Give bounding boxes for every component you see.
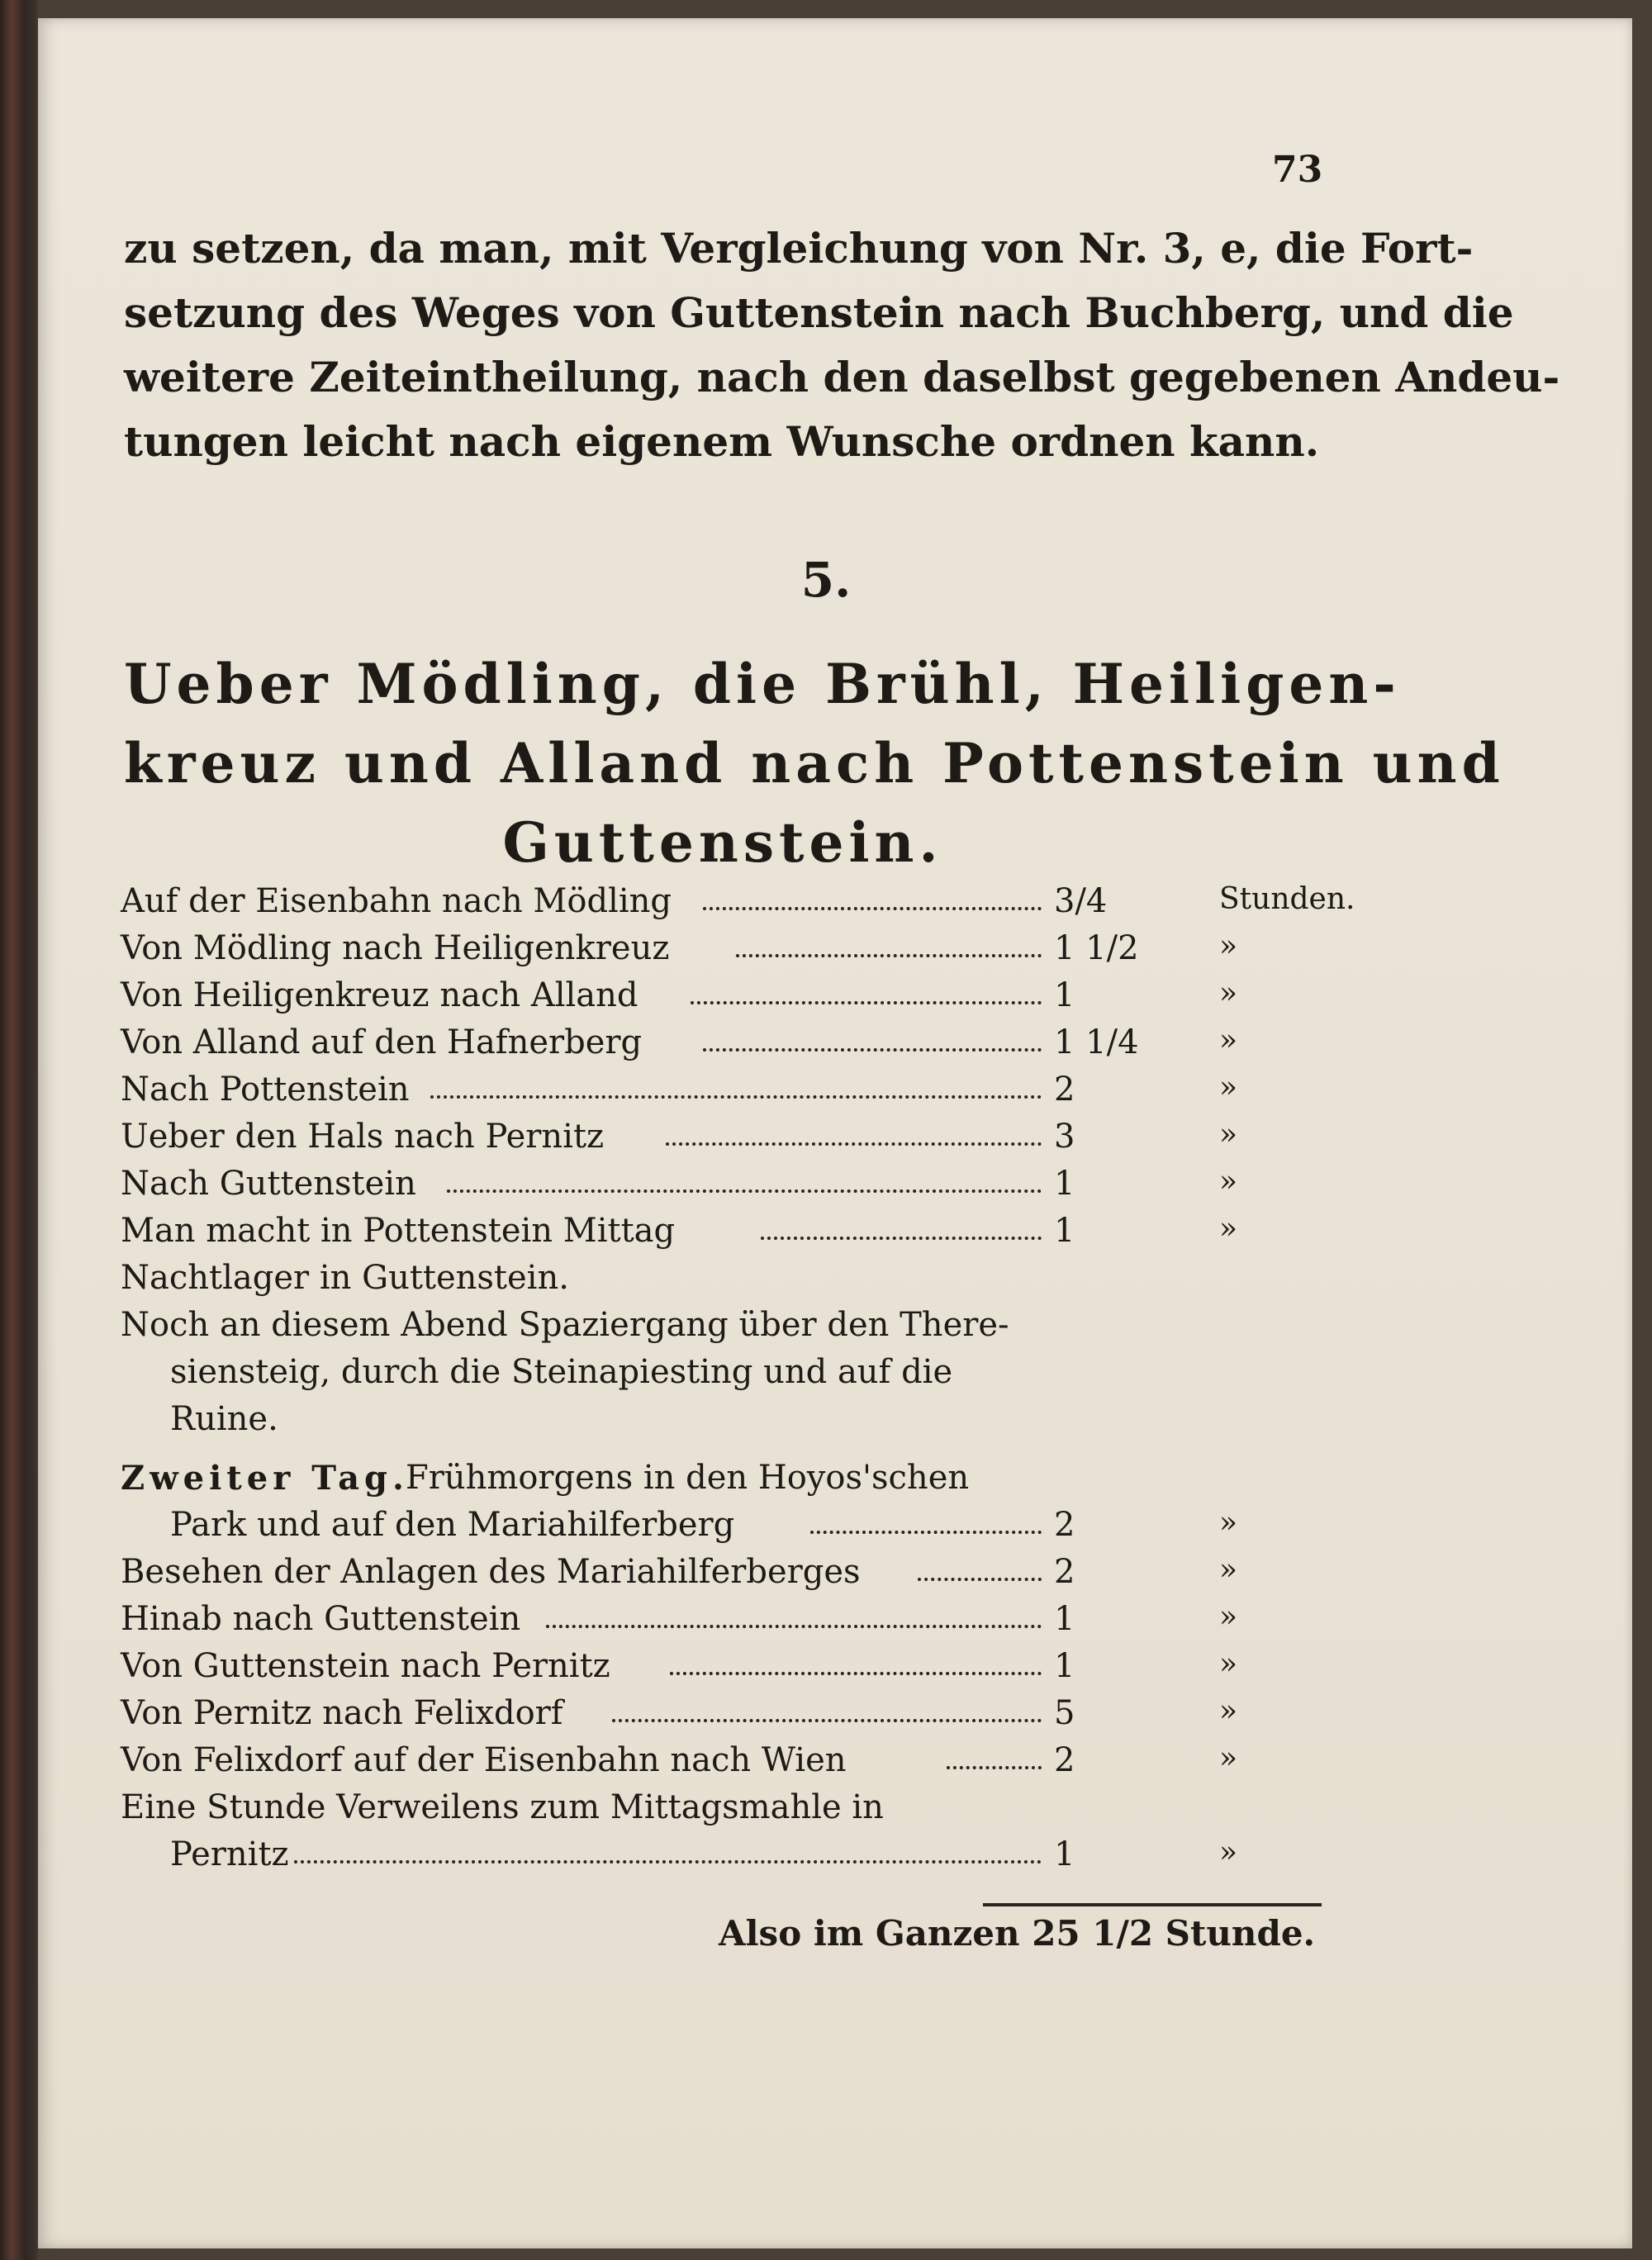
- sum-rule: [983, 1903, 1322, 1906]
- row-unit: »: [1219, 1694, 1238, 1728]
- row-unit: »: [1219, 1506, 1238, 1540]
- row-label: Ueber den Hals nach Pernitz: [121, 1118, 605, 1156]
- total-hours: Also im Ganzen 25 1/2 Stunde.: [719, 1913, 1316, 1954]
- dot-leader: [918, 1578, 1042, 1581]
- row-label: Von Guttenstein nach Pernitz: [121, 1647, 610, 1685]
- section-heading: [124, 644, 1505, 882]
- itinerary-row: [121, 976, 1327, 1023]
- row-unit: »: [1219, 1023, 1238, 1057]
- second-day-text: Frühmorgens in den Hoyos'schen: [406, 1459, 970, 1497]
- dot-leader: [666, 1142, 1042, 1146]
- row-unit: »: [1219, 1835, 1238, 1869]
- second-day-header-row: [121, 1459, 1327, 1506]
- row-hours: 1: [1054, 1212, 1075, 1250]
- itinerary-row: [121, 1600, 1327, 1647]
- row-hours: 3/4: [1054, 882, 1108, 920]
- page-number: 73: [1272, 149, 1323, 191]
- row-label: Von Alland auf den Hafnerberg: [121, 1023, 643, 1061]
- row-hours: 1: [1054, 1600, 1075, 1638]
- row-hours: 2: [1054, 1071, 1075, 1109]
- row-unit: »: [1219, 1165, 1238, 1199]
- row-hours: 5: [1054, 1694, 1075, 1732]
- itinerary-row: [121, 1553, 1327, 1600]
- row-label: Hinab nach Guttenstein: [121, 1600, 521, 1638]
- evening-note-row: [121, 1306, 1327, 1353]
- night-note: Nachtlager in Guttenstein.: [121, 1259, 569, 1297]
- row-unit: »: [1219, 1071, 1238, 1104]
- itinerary-row: [121, 1741, 1327, 1788]
- row-unit: »: [1219, 1741, 1238, 1775]
- last-entry-first-line-row: [121, 1788, 1327, 1835]
- dot-leader: [612, 1719, 1042, 1722]
- evening-note-row: [121, 1353, 1327, 1400]
- row-label: Von Pernitz nach Felixdorf: [121, 1694, 563, 1732]
- heading-line: Guttenstein.: [502, 810, 943, 875]
- dot-leader: [670, 1672, 1042, 1675]
- evening-note-line: Ruine.: [170, 1400, 278, 1438]
- section-number: 5.: [800, 552, 852, 608]
- row-hours: 1: [1054, 1165, 1075, 1203]
- evening-note-row: [121, 1400, 1327, 1447]
- dot-leader: [691, 1001, 1042, 1004]
- evening-note-line: Noch an diesem Abend Spaziergang über den There-: [121, 1306, 1009, 1344]
- dot-leader: [703, 1048, 1042, 1052]
- itinerary-row: [121, 1647, 1327, 1694]
- itinerary-row: [121, 1212, 1327, 1259]
- row-unit: »: [1219, 1553, 1238, 1587]
- row-hours: 3: [1054, 1118, 1075, 1156]
- row-unit: »: [1219, 976, 1238, 1010]
- row-label: Besehen der Anlagen des Mariahilferberges: [121, 1553, 861, 1591]
- paragraph-line: tungen leicht nach eigenem Wunsche ordnen kann.: [124, 417, 1320, 466]
- row-unit: »: [1219, 1600, 1238, 1634]
- row-hours: 1 1/4: [1054, 1023, 1139, 1061]
- dot-leader: [947, 1766, 1042, 1769]
- row-label: Nach Pottenstein: [121, 1071, 410, 1109]
- row-hours: 1: [1054, 1647, 1075, 1685]
- row-label: Von Heiligenkreuz nach Alland: [121, 976, 638, 1014]
- dot-leader: [294, 1860, 1042, 1864]
- row-label: Nach Guttenstein: [121, 1165, 416, 1203]
- itinerary-row: [121, 1023, 1327, 1071]
- itinerary-row: [121, 1071, 1327, 1118]
- row-hours: 1: [1054, 976, 1075, 1014]
- dot-leader: [736, 954, 1042, 957]
- paragraph-line: weitere Zeiteintheilung, nach den daselbst gegebenen Andeu-: [124, 353, 1560, 401]
- row-label: Pernitz: [170, 1835, 289, 1873]
- row-label: Von Felixdorf auf der Eisenbahn nach Wien: [121, 1741, 847, 1779]
- dot-leader: [430, 1095, 1042, 1099]
- itinerary-row: [121, 1118, 1327, 1165]
- row-hours: 2: [1054, 1506, 1075, 1544]
- row-hours: 1 1/2: [1054, 929, 1139, 967]
- row-hours: 2: [1054, 1553, 1075, 1591]
- itinerary-row: [121, 1165, 1327, 1212]
- row-unit: »: [1219, 1118, 1238, 1151]
- row-unit: »: [1219, 1212, 1238, 1246]
- dot-leader: [546, 1625, 1042, 1628]
- paragraph-line: zu setzen, da man, mit Vergleichung von Nr. 3, e, die Fort-: [124, 224, 1474, 273]
- evening-note-line: siensteig, durch die Steinapiesting und auf die: [170, 1353, 953, 1391]
- paragraph-line: setzung des Weges von Guttenstein nach Buchberg, und die: [124, 288, 1514, 337]
- row-hours: 1: [1054, 1835, 1075, 1873]
- row-label: Eine Stunde Verweilens zum Mittagsmahle in: [121, 1788, 884, 1826]
- itinerary-row: [121, 1835, 1327, 1883]
- row-hours: 2: [1054, 1741, 1075, 1779]
- row-label: Auf der Eisenbahn nach Mödling: [121, 882, 672, 920]
- night-note-row: [121, 1259, 1327, 1306]
- row-unit: Stunden.: [1219, 882, 1355, 916]
- row-label: Man macht in Pottenstein Mittag: [121, 1212, 676, 1250]
- intro-paragraph: [124, 216, 1560, 474]
- second-day-label: Zweiter Tag.: [121, 1459, 409, 1498]
- itinerary-row: [121, 882, 1355, 929]
- itinerary-row: [121, 1694, 1327, 1741]
- row-label: Park und auf den Mariahilferberg: [170, 1506, 735, 1544]
- dot-leader: [810, 1531, 1042, 1534]
- dot-leader: [703, 907, 1042, 910]
- heading-line: Ueber Mödling, die Brühl, Heiligen-: [124, 652, 1401, 716]
- row-unit: »: [1219, 1647, 1238, 1681]
- dot-leader: [447, 1189, 1042, 1193]
- itinerary-row: [121, 1506, 1327, 1553]
- dot-leader: [761, 1237, 1042, 1240]
- heading-line: kreuz und Alland nach Pottenstein und: [124, 731, 1505, 795]
- row-label: Von Mödling nach Heiligenkreuz: [121, 929, 670, 967]
- itinerary-row: [121, 929, 1327, 976]
- row-unit: »: [1219, 929, 1238, 963]
- itinerary-table: [121, 882, 1355, 1883]
